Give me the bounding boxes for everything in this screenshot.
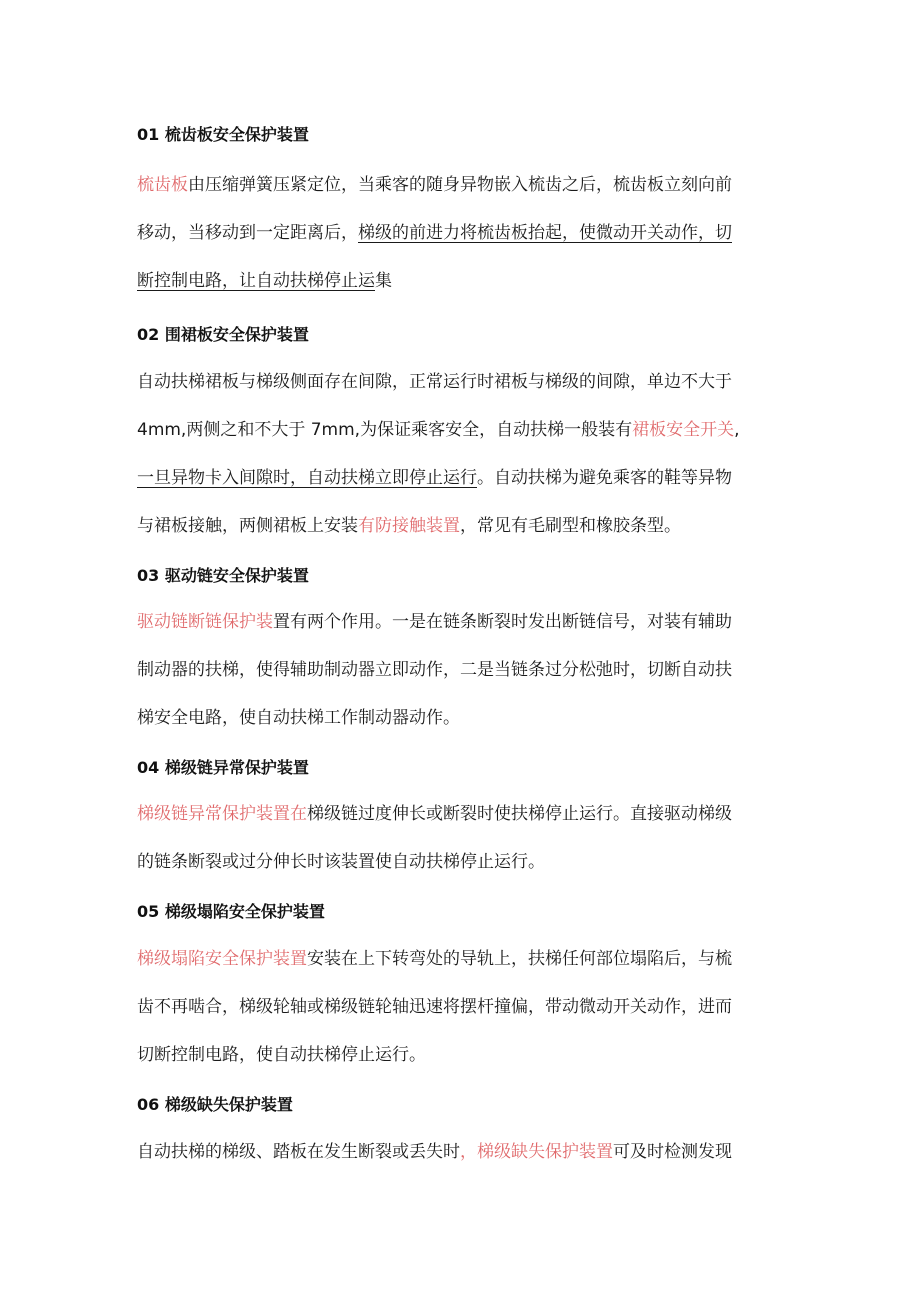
section-03-line-2: 制动器的扶梯，使得辅助制动器立即动作，二是当链条过分松弛时，切断自动扶 — [137, 660, 732, 680]
section-05-line-1-text: 安装在上下转弯处的导轨上，扶梯任何部位塌陷后，与梳 — [307, 949, 732, 969]
section-02-line-2 — [137, 418, 740, 442]
section-01-line-2-text: 移动，当移动到一定距离后， — [137, 223, 358, 243]
section-06-line-1-tail: 可及时检测发现 — [613, 1142, 732, 1162]
section-05-line-2: 齿不再啮合，梯级轮轴或梯级链轮轴迅速将摆杆撞偏，带动微动开关动作，进而 — [137, 997, 732, 1017]
section-01-line-1 — [137, 173, 732, 197]
highlight-anti-contact: 有防接触装置 — [358, 516, 460, 536]
section-03-line-3: 梯安全电路，使自动扶梯工作制动器动作。 — [137, 708, 460, 728]
section-06-heading: 06 梯级缺失保护装置 — [137, 1095, 293, 1114]
section-04-line-1-text: 梯级链过度伸长或断裂时使扶梯停止运行。直接驱动梯级 — [307, 804, 732, 824]
section-06-line-1-text: 自动扶梯的梯级、踏板在发生断裂或丢失时 — [137, 1142, 460, 1162]
section-01-line-2 — [137, 221, 732, 245]
section-03-line-1-text: 置有两个作用。一是在链条断裂时发出断链信号，对装有辅助 — [273, 612, 732, 632]
section-01-line-3-text: 集 — [375, 271, 392, 291]
highlight-missing-step: ，梯级缺失保护装置 — [460, 1142, 613, 1162]
underlined-text: 一旦异物卡入间隙时，自动扶梯立即停止运行 — [137, 468, 477, 488]
section-02-line-3-text: 。自动扶梯为避免乘客的鞋等异物 — [477, 468, 732, 488]
section-03-line-1 — [137, 610, 732, 634]
highlight-chain-break: 驱动链断链保护装 — [137, 612, 273, 632]
section-05-line-1 — [137, 947, 732, 971]
highlight-comb-plate: 梳齿板 — [137, 175, 188, 195]
section-02-line-2-punct: , — [734, 420, 740, 440]
section-05-line-3: 切断控制电路，使自动扶梯停止运行。 — [137, 1045, 426, 1065]
section-02-line-1: 自动扶梯裙板与梯级侧面存在间隙，正常运行时裙板与梯级的间隙，单边不大于 — [137, 372, 732, 392]
section-01-line-1-text: 由压缩弹簧压紧定位，当乘客的随身异物嵌入梳齿之后，梳齿板立刻向前 — [188, 175, 732, 195]
highlight-step-chain: 梯级链异常保护装置在 — [137, 804, 307, 824]
section-02-line-4-text: 与裙板接触，两侧裙板上安装 — [137, 516, 358, 536]
section-02-line-2-text: 4mm,两侧之和不大于 7mm,为保证乘客安全，自动扶梯一般装有 — [137, 420, 633, 440]
section-01-line-3 — [137, 269, 392, 293]
section-04-line-2: 的链条断裂或过分伸长时该装置使自动扶梯停止运行。 — [137, 852, 545, 872]
section-02-line-4 — [137, 514, 681, 538]
section-02-line-4-tail: ，常见有毛刷型和橡胶条型。 — [460, 516, 681, 536]
underlined-text: 梯级的前进力将梳齿板抬起，使微动开关动作，切 — [358, 223, 732, 243]
highlight-step-sag: 梯级塌陷安全保护装置 — [137, 949, 307, 969]
underlined-text: 断控制电路，让自动扶梯停止运 — [137, 271, 375, 291]
section-06-line-1 — [137, 1140, 732, 1164]
section-04-line-1 — [137, 802, 732, 826]
section-01-heading: 01 梳齿板安全保护装置 — [137, 125, 309, 144]
section-02-heading: 02 围裙板安全保护装置 — [137, 325, 309, 344]
highlight-skirt-switch: 裙板安全开关 — [632, 420, 735, 440]
section-05-heading: 05 梯级塌陷安全保护装置 — [137, 902, 325, 921]
section-04-heading: 04 梯级链异常保护装置 — [137, 758, 309, 777]
section-02-line-3 — [137, 466, 732, 490]
section-03-heading: 03 驱动链安全保护装置 — [137, 566, 309, 585]
